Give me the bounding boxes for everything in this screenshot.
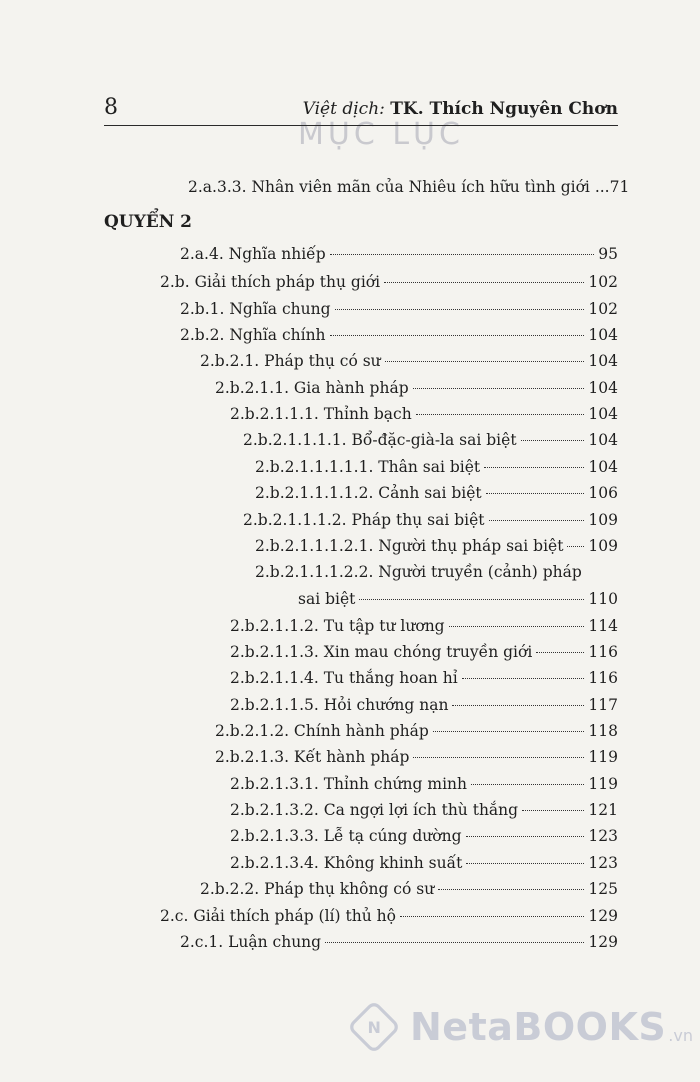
- toc-entry: 2.b.2.1.1.1.2.1. Người thụ pháp sai biệt 109: [255, 537, 618, 555]
- toc-entry-line1: 2.b.2.1.1.1.2.2. Người truyền (cảnh) pháp: [255, 563, 582, 581]
- toc-entry: 2.b.2.1.1.1.1.2. Cảnh sai biệt 106: [255, 484, 618, 502]
- toc-entry: 2.b.2.1.3.4. Không khinh suất 123: [230, 854, 618, 872]
- toc-entry: 2.b.2.1.3.2. Ca ngợi lợi ích thù thắng 121: [230, 801, 618, 819]
- translator-label: Việt dịch:: [302, 99, 385, 119]
- watermark-tld: .vn: [668, 1026, 693, 1045]
- toc-entry: 2.b.1. Nghĩa chung 102: [180, 300, 618, 318]
- toc-entry: 2.a.3.3. Nhân viên mãn của Nhiêu ích hữu tình giới ... 71: [188, 178, 630, 196]
- running-header: [303, 99, 618, 119]
- toc-entry: 2.c.1. Luận chung 129: [180, 933, 618, 951]
- toc-entry: 2.b.2.1.2. Chính hành pháp 118: [215, 722, 618, 740]
- toc-entry: 2.b.2.1.1.1.1.1. Thân sai biệt 104: [255, 458, 618, 476]
- toc-entry: 2.b.2.1.3. Kết hành pháp 119: [215, 748, 618, 766]
- section-title: QUYỂN 2: [104, 212, 193, 232]
- toc-entry: 2.b.2.1.1.5. Hỏi chướng nạn 117: [230, 696, 618, 714]
- toc-entry: 2.c. Giải thích pháp (lí) thủ hộ 129: [160, 907, 618, 925]
- page-number: 8: [104, 95, 118, 120]
- netabooks-watermark: [350, 1003, 693, 1051]
- watermark-brand: NetaBOOKS: [410, 1005, 667, 1049]
- toc-entry: 2.b.2.1.1.1. Thỉnh bạch 104: [230, 405, 618, 423]
- toc-entry: 2.b.2.1.3.3. Lễ tạ cúng dường 123: [230, 827, 618, 845]
- toc-entry: 2.b.2.1.1.1.2. Pháp thụ sai biệt 109: [243, 511, 618, 529]
- toc-entry: 2.b.2. Nghĩa chính 104: [180, 326, 618, 344]
- toc-entry: 2.b.2.1.1.3. Xin mau chóng truyền giới 116: [230, 643, 618, 661]
- toc-entry: 2.b.2.1.1.2. Tu tập tư lương 114: [230, 617, 618, 635]
- toc-entry: 2.b.2.1.3.1. Thỉnh chứng minh 119: [230, 775, 618, 793]
- toc-entry: 2.b.2.1. Pháp thụ có sư 104: [200, 352, 618, 370]
- toc-entry: sai biệt 110: [298, 590, 618, 608]
- toc-entry: 2.b. Giải thích pháp thụ giới 102: [160, 273, 618, 291]
- toc-entry: 2.a.4. Nghĩa nhiếp 95: [180, 245, 618, 263]
- translator-name: TK. Thích Nguyên Chơn: [390, 99, 618, 119]
- bleed-through-heading: MỤC LỤC: [298, 117, 464, 152]
- header-rule: [104, 125, 618, 126]
- toc-entry: 2.b.2.1.1.4. Tu thắng hoan hỉ 116: [230, 669, 618, 687]
- toc-entry: 2.b.2.1.1. Gia hành pháp 104: [215, 379, 618, 397]
- toc-entry: 2.b.2.2. Pháp thụ không có sư 125: [200, 880, 618, 898]
- netabooks-logo-icon: N: [347, 1000, 401, 1054]
- toc-entry: 2.b.2.1.1.1.1. Bổ-đặc-già-la sai biệt 104: [243, 431, 618, 449]
